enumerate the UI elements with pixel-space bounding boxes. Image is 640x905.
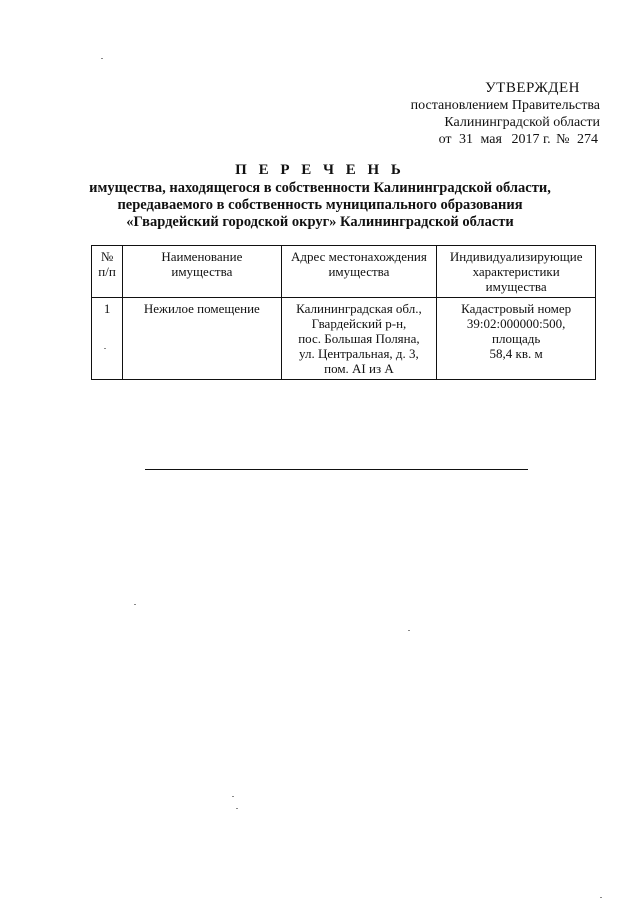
scan-speck (408, 630, 410, 631)
cell-name: Нежилое помещение (123, 298, 281, 380)
date-month: мая (480, 132, 502, 147)
address-line: пом. AI из A (324, 361, 394, 376)
title-line-3: «Гвардейский городской округ» Калининградской области (126, 214, 514, 230)
title-line-1: имущества, находящегося в собственности Калининградской области, (89, 180, 551, 196)
scan-speck (600, 897, 602, 898)
date-year: 2017 г. (511, 132, 551, 147)
document-title (0, 160, 640, 231)
approval-block (360, 80, 600, 148)
cell-address (281, 298, 437, 380)
approval-date-row (360, 131, 600, 148)
header-address-line: имущества (328, 264, 390, 279)
scan-speck (134, 604, 136, 605)
scan-speck (232, 796, 234, 797)
header-characteristics-line: имущества (485, 279, 547, 294)
title-line-2: передаваемого в собственность муниципального образования (117, 197, 523, 213)
date-day: 31 (459, 132, 474, 147)
end-divider (145, 469, 528, 470)
header-name-line: имущества (171, 264, 233, 279)
address-line: Гвардейский р-н, (311, 316, 407, 331)
header-characteristics (437, 246, 596, 298)
characteristics-line: площадь (492, 331, 541, 346)
table-row (92, 298, 596, 380)
header-number-line: № (100, 249, 114, 264)
approval-line-2: Калининградской области (444, 115, 600, 130)
address-line: Калининградская обл., (296, 301, 422, 316)
characteristics-line: 39:02:000000:500, (466, 316, 566, 331)
property-table (91, 245, 596, 380)
header-name-line: Наименование (161, 249, 243, 264)
scan-speck (101, 58, 103, 59)
date-prefix: от (438, 132, 452, 147)
table-header-row (92, 246, 596, 298)
header-characteristics-line: характеристики (472, 264, 560, 279)
header-name (123, 246, 281, 298)
characteristics-line: Кадастровый номер (461, 301, 572, 316)
approval-line-1: постановлением Правительства (410, 98, 600, 113)
scan-speck (104, 348, 106, 349)
header-address (281, 246, 437, 298)
decree-number: 274 (577, 132, 598, 147)
characteristics-line: 58,4 кв. м (489, 346, 543, 361)
address-line: пос. Большая Поляна, (298, 331, 420, 346)
address-line: ул. Центральная, д. 3, (299, 346, 419, 361)
header-number-line: п/п (98, 264, 116, 279)
header-address-line: Адрес местонахождения (290, 249, 427, 264)
scan-speck (236, 808, 238, 809)
approval-heading: УТВЕРЖДЕН (485, 80, 580, 96)
cell-number: 1 (92, 298, 123, 380)
cell-characteristics (437, 298, 596, 380)
number-label: № (556, 132, 570, 147)
header-number (92, 246, 123, 298)
title-main: П Е Р Е Ч Е Н Ь (235, 162, 405, 178)
header-characteristics-line: Индивидуализирующие (449, 249, 583, 264)
